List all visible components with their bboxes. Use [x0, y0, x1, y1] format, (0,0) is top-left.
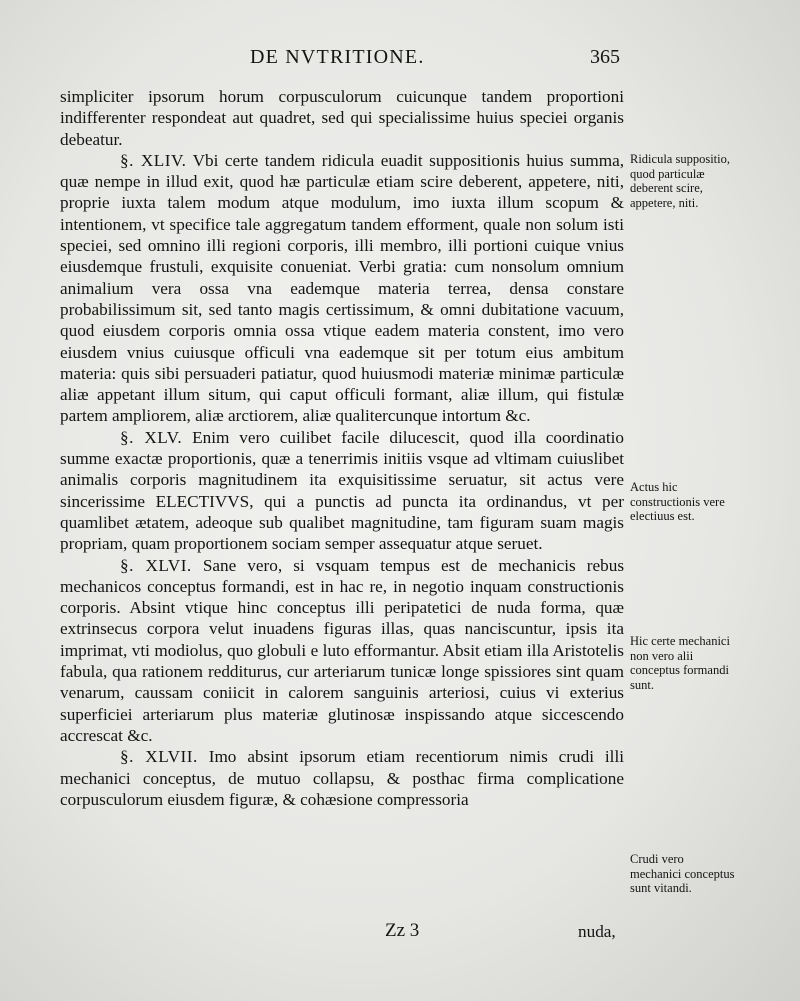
paragraph-text: Imo absint ipsorum etiam recentiorum nimis crudi illi mechanici conceptus, de mutuo collapsu, & posthac firma complicatione corpusculorum eiusdem figuræ, & cohæsione compressoria: [60, 747, 624, 809]
paragraph-section-44: [60, 150, 624, 427]
section-number: §. XLIV.: [120, 150, 187, 170]
margin-note-47: Crudi vero mechanici conceptus sunt vitandi.: [630, 852, 735, 896]
paragraph-section-46: [60, 555, 624, 747]
running-head: DE NVTRITIONE.: [250, 46, 425, 68]
page-number: 365: [590, 46, 620, 68]
paragraph-continuation: [60, 86, 624, 150]
section-number: §. XLVII.: [120, 747, 198, 767]
margin-note-44: Ridicula suppositio, quod particulæ deberent scire, appetere, niti.: [630, 152, 730, 210]
margin-note-46: Hic certe mechanici non vero alii conceptus formandi sunt.: [630, 634, 730, 692]
paragraph-section-45: [60, 427, 624, 555]
margin-note-45: Actus hic constructionis vere electiuus est.: [630, 480, 725, 524]
signature-mark: Zz 3: [385, 920, 420, 941]
page-header: [0, 40, 800, 74]
page-footer: [0, 918, 800, 946]
paragraph-text: simpliciter ipsorum horum corpusculorum cuicunque tandem proportioni indifferenter respondeat aut quadret, sed qui specialissime huius speciei organis debeatur.: [60, 87, 624, 149]
section-number: §. XLVI.: [120, 555, 192, 575]
paragraph-section-47: [60, 746, 624, 810]
main-text-column: [60, 86, 624, 810]
paragraph-text: Sane vero, si vsquam tempus est de mechanicis rebus mechanicos conceptus formandi, est in hac re, in negotio inquam constructionis corporis. Absint vtique hinc conceptus illi peripatetici de nuda forma, quæ extrinsecus corpora velut inuadens figuras illas, quas nanciscuntur, ipsis ita imprimat, vti modiolus, quo globuli e luto efformantur. Absit etiam illa Aristotelis fabula, qua rationem redditurus, cur arteriarum tunicæ longe spissiores sint quam venarum, caussam coniicit in calorem sanguinis arteriosi, cuius vi exterius superficiei arteriarum plus materiæ glutinosæ inspissando atque siccescendo accrescat &c.: [60, 555, 625, 745]
paragraph-text: Enim vero cuilibet facile dilucescit, quod illa coordinatio summe exactæ proportionis, quæ a tenerrimis initiis vsque ad vltimam cuiuslibet animalis corporis magnitudinem ita exquisitissime seruatur, sit actus vere sincerissime ELECTIVVS, qui a punctis ad puncta ita ordinandus, vt per quamlibet ætatem, adeoque sub qualibet magnitudine, tam figuram suam magis propriam, quam proportionem sociam semper assequatur atque seruet.: [60, 427, 625, 554]
section-number: §. XLV.: [120, 427, 183, 447]
catchword: nuda,: [578, 922, 616, 941]
paragraph-text: Vbi certe tandem ridicula euadit suppositionis huius summa, quæ nempe in illud exit, quod hæ particulæ etiam scire deberent, appetere, niti, proprie iuxta talem modum atque modulum, imo iuxta illum scopum & intentionem, vt specifice tale aggregatum tandem efforment, quale non solum isti speciei, sed omnino illi regioni corporis, illi membro, illi portioni cuique vnius eiusdemque frustuli, exquisite conueniat. Verbi gratia: cum nonsolum omnium animalium vera ossa vna eademque materia terrea, densa constare probabilissimum sit, sed tanto magis certissimum, & omni dubitatione vacuum, quod eiusdem corporis omnia ossa vtique eadem materia constent, imo vero eiusdem vnius cuiusque officuli vna eademque sit per totum eius ambitum materia: quis sibi persuaderi patiatur, quod huiusmodi materiæ minimæ particulæ aliæ appetant illum situm, qui caput officuli formant, aliæ illum, qui fistulæ partem ampliorem, aliæ arctiorem, aliæ qualitercunque intortum &c.: [60, 150, 624, 426]
